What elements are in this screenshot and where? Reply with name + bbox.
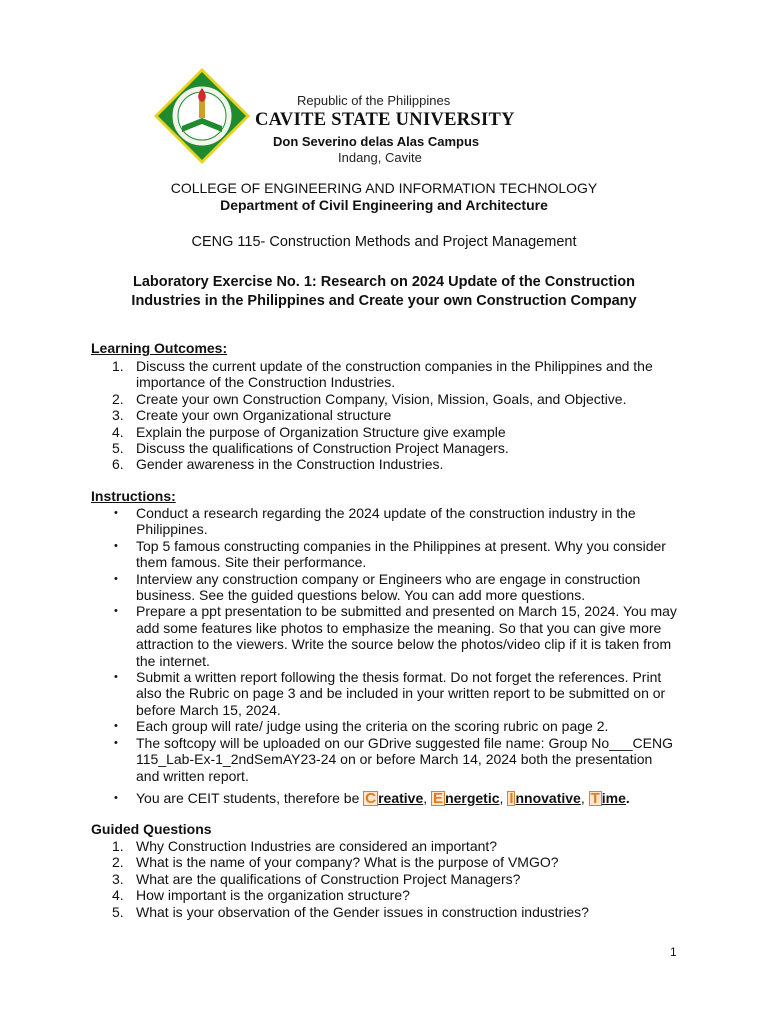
list-item: 4. How important is the organization structure? <box>112 887 410 904</box>
lab-title-line-2: Industries in the Philippines and Create your own Construction Company <box>131 292 637 309</box>
highlight-letter-e: E <box>433 789 444 807</box>
university-name: CAVITE STATE UNIVERSITY <box>255 110 515 130</box>
ceit-motto-item: • You are CEIT students, therefore be C reative, E nergetic, I nnovative, T ime. <box>114 789 630 807</box>
list-item: • Prepare a ppt presentation to be submitted and presented on March 15, 2024. You may add some features like photos to emphasize the meaning. So that you can give more attraction to the viewers. Write the source below the photos/video clip if it is taken from the internet. <box>114 603 677 669</box>
learning-outcomes-list <box>0 358 676 473</box>
list-item: • The softcopy will be uploaded on our GDrive suggested file name: Group No___CENG 115_Lab-Ex-1_2ndSemAY23-24 on or before March 14, 2024 both the presentation and written report. <box>114 734 673 784</box>
list-item: 1. Discuss the current update of the construction companies in the Philippines and the importance of the Construction Industries. <box>112 358 653 391</box>
highlight-letter-t: T <box>590 789 600 807</box>
instructions-heading: Instructions: <box>91 488 176 504</box>
course-title: CENG 115- Construction Methods and Project Management <box>191 234 577 250</box>
list-item: 4. Explain the purpose of Organization Structure give example <box>112 423 506 440</box>
campus-name: Don Severino delas Alas Campus <box>273 134 480 149</box>
list-item: 2. Create your own Construction Company, Vision, Mission, Goals, and Objective. <box>112 390 627 407</box>
highlight-letter-i: I <box>509 789 514 807</box>
list-item: • Interview any construction company or Engineers who are engage in construction business. See the guided questions below. You can add more questions. <box>114 570 641 604</box>
list-item: 5. What is your observation of the Gender issues in construction industries? <box>112 903 589 920</box>
list-item: 3. Create your own Organizational structure <box>112 407 392 424</box>
list-item: 6. Gender awareness in the Construction Industries. <box>112 456 444 473</box>
instructions-list <box>0 505 678 806</box>
list-item: • Each group will rate/ judge using the criteria on the scoring rubric on page 2. <box>114 718 609 735</box>
university-seal-logo <box>152 66 252 166</box>
highlight-letter-c: C <box>365 789 377 807</box>
list-item: • Conduct a research regarding the 2024 update of the construction industry in the Philippines. <box>114 505 636 538</box>
list-item: 2. What is the name of your company? What is the purpose of VMGO? <box>112 854 559 871</box>
republic-line: Republic of the Philippines <box>297 93 451 108</box>
guided-questions-heading: Guided Questions <box>91 821 212 837</box>
guided-questions-list <box>0 838 676 920</box>
department-name: Department of Civil Engineering and Architecture <box>220 197 548 213</box>
list-item: • Submit a written report following the thesis format. Do not forget the references. Print also the Rubric on page 3 and be included in your written report to be submitted on or before March 15, 2024. <box>114 669 666 718</box>
lab-exercise-title <box>0 273 768 310</box>
list-item: 5. Discuss the qualifications of Construction Project Managers. <box>112 440 509 457</box>
list-item: 3. What are the qualifications of Construction Project Managers? <box>112 870 521 887</box>
campus-location: Indang, Cavite <box>338 150 422 165</box>
page-number: 1 <box>670 945 677 959</box>
learning-outcomes-heading: Learning Outcomes: <box>91 340 228 356</box>
list-item: 1. Why Construction Industries are considered an important? <box>112 838 498 854</box>
list-item: • Top 5 famous constructing companies in the Philippines at present. Why you consider them famous. Site their performance. <box>114 537 666 571</box>
lab-title-line-1: Laboratory Exercise No. 1: Research on 2024 Update of the Construction <box>133 274 635 290</box>
college-name: COLLEGE OF ENGINEERING AND INFORMATION TECHNOLOGY <box>170 180 598 196</box>
